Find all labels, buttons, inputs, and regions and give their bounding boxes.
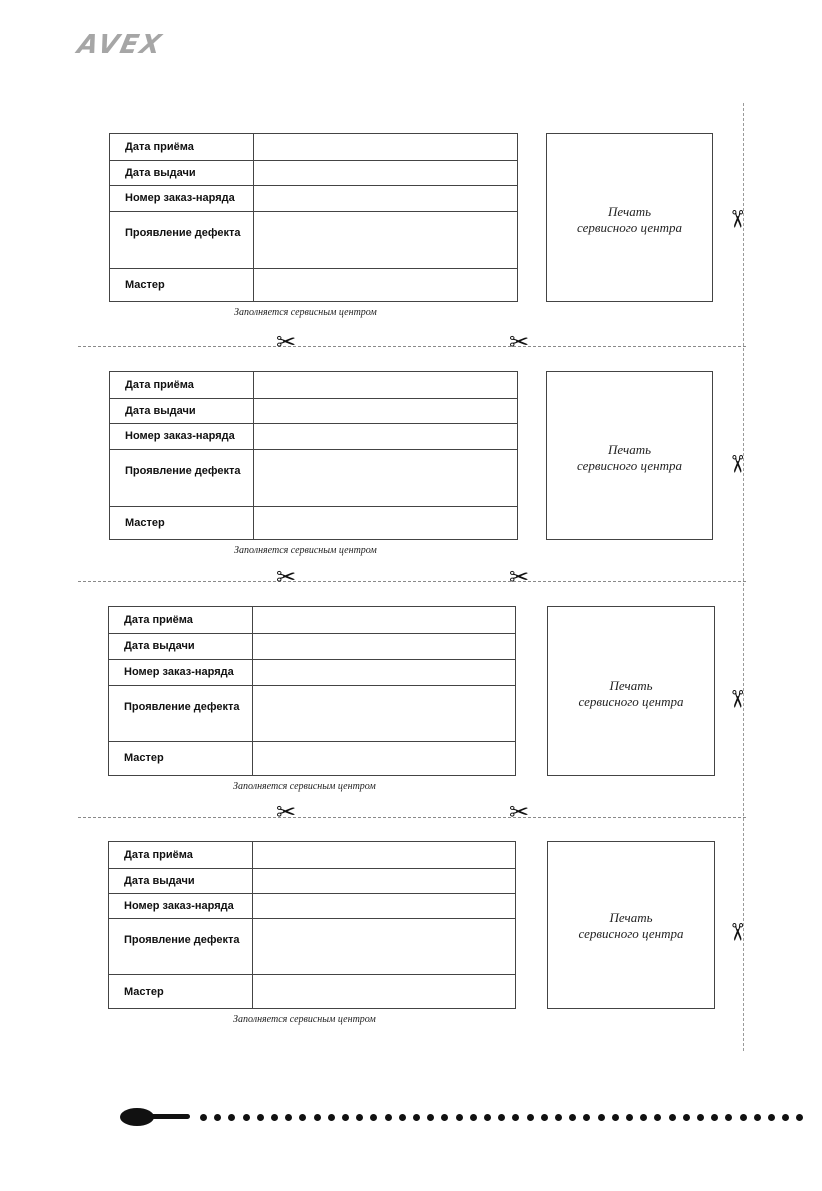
footer-dot	[314, 1114, 321, 1121]
scissors-icon: ✂	[723, 453, 752, 475]
footer-dot	[356, 1114, 363, 1121]
footer-dot	[697, 1114, 704, 1121]
footer-line	[150, 1114, 190, 1119]
scissors-icon: ✂	[723, 921, 752, 943]
fill-note: Заполняется сервисным центром	[233, 781, 376, 792]
fill-note: Заполняется сервисным центром	[233, 1014, 376, 1025]
footer-dot	[456, 1114, 463, 1121]
footer-dot	[328, 1114, 335, 1121]
footer-dot	[541, 1114, 548, 1121]
field-label: Номер заказ-наряда	[125, 430, 235, 442]
field-label: Мастер	[125, 517, 165, 529]
stamp-box	[546, 133, 713, 302]
footer-dot	[626, 1114, 633, 1121]
fill-note: Заполняется сервисным центром	[234, 307, 377, 318]
footer-dot	[413, 1114, 420, 1121]
field-label: Проявление дефекта	[125, 465, 241, 477]
field-label: Дата приёма	[124, 614, 193, 626]
footer-dot	[768, 1114, 775, 1121]
footer-dot	[470, 1114, 477, 1121]
stamp-box	[547, 841, 715, 1009]
fill-note: Заполняется сервисным центром	[234, 545, 377, 556]
horizontal-cut-line	[78, 817, 746, 818]
footer-dot	[640, 1114, 647, 1121]
footer-dot	[683, 1114, 690, 1121]
footer-dot	[598, 1114, 605, 1121]
field-label: Проявление дефекта	[124, 701, 240, 713]
footer-dot	[484, 1114, 491, 1121]
stamp-label: Печать сервисного центра	[577, 204, 682, 235]
footer-dot	[555, 1114, 562, 1121]
scissors-icon: ✂	[723, 208, 752, 230]
footer-dot	[782, 1114, 789, 1121]
field-label: Мастер	[124, 752, 164, 764]
avex-logo: AVEX	[74, 30, 166, 60]
scissors-icon: ✂	[509, 563, 530, 591]
footer-dot	[200, 1114, 207, 1121]
scissors-icon: ✂	[509, 798, 530, 826]
footer-dot	[796, 1114, 803, 1121]
footer-dot	[299, 1114, 306, 1121]
footer-dot	[754, 1114, 761, 1121]
horizontal-cut-line	[78, 346, 746, 347]
footer-dot	[441, 1114, 448, 1121]
field-label: Мастер	[124, 986, 164, 998]
footer-dot	[399, 1114, 406, 1121]
field-label: Дата приёма	[125, 379, 194, 391]
footer-dot	[654, 1114, 661, 1121]
footer-dot	[527, 1114, 534, 1121]
field-label: Дата выдачи	[125, 167, 196, 179]
scissors-icon: ✂	[276, 328, 297, 356]
stamp-label: Печать сервисного центра	[578, 910, 684, 941]
footer-dot	[725, 1114, 732, 1121]
footer-dot	[342, 1114, 349, 1121]
footer-dot	[370, 1114, 377, 1121]
field-label: Номер заказ-наряда	[124, 900, 234, 912]
horizontal-cut-line	[78, 581, 746, 582]
footer-dot	[612, 1114, 619, 1121]
footer-dot	[512, 1114, 519, 1121]
field-label: Дата выдачи	[124, 640, 195, 652]
footer-dot	[740, 1114, 747, 1121]
service-form	[108, 606, 516, 776]
service-form	[109, 371, 518, 540]
field-label: Мастер	[125, 279, 165, 291]
scissors-icon: ✂	[723, 688, 752, 710]
scissors-icon: ✂	[276, 798, 297, 826]
footer-dot	[214, 1114, 221, 1121]
service-form	[109, 133, 518, 302]
footer-dot	[243, 1114, 250, 1121]
field-label: Проявление дефекта	[125, 227, 241, 239]
stamp-label: Печать сервисного центра	[577, 442, 682, 473]
field-label: Проявление дефекта	[124, 934, 240, 946]
footer-dot	[228, 1114, 235, 1121]
footer-dot	[285, 1114, 292, 1121]
service-form	[108, 841, 516, 1009]
footer-dot	[427, 1114, 434, 1121]
footer-dot	[257, 1114, 264, 1121]
footer-dot	[669, 1114, 676, 1121]
field-label: Дата приёма	[124, 849, 193, 861]
footer-oval	[120, 1108, 154, 1126]
footer-dot	[711, 1114, 718, 1121]
footer-dot	[569, 1114, 576, 1121]
footer-dot	[583, 1114, 590, 1121]
stamp-label: Печать сервисного центра	[578, 678, 684, 709]
footer-dot	[498, 1114, 505, 1121]
stamp-box	[547, 606, 715, 776]
footer-dot	[385, 1114, 392, 1121]
field-label: Номер заказ-наряда	[124, 666, 234, 678]
scissors-icon: ✂	[276, 563, 297, 591]
field-label: Дата приёма	[125, 141, 194, 153]
field-label: Дата выдачи	[125, 405, 196, 417]
scissors-icon: ✂	[509, 328, 530, 356]
stamp-box	[546, 371, 713, 540]
vertical-cut-line	[743, 103, 744, 1051]
footer-dot	[271, 1114, 278, 1121]
field-label: Дата выдачи	[124, 875, 195, 887]
field-label: Номер заказ-наряда	[125, 192, 235, 204]
